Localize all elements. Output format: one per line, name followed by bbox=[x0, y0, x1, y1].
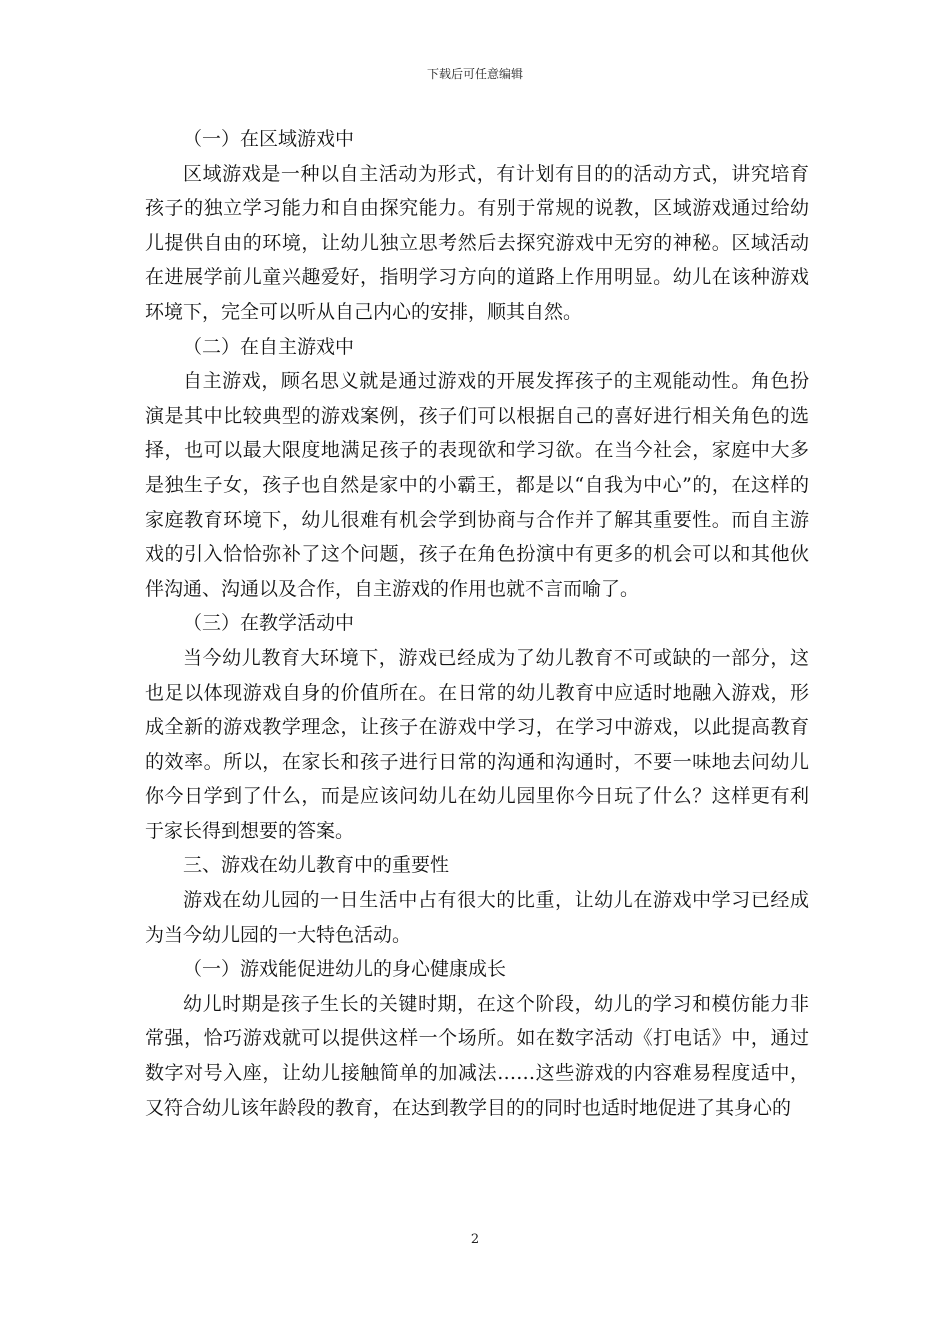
paragraph-teaching-activities: 当今幼儿教育大环境下，游戏已经成为了幼儿教育不可或缺的一部分，这也足以体现游戏自身的价值所在。在日常的幼儿教育中应适时地融入游戏，形成全新的游戏教学理念，让孩子在游戏中学习，在学习中游戏，以此提高教育的效率。所以，在家长和孩子进行日常的沟通和沟通时，不要一味地去问幼儿你今日学到了什么，而是应该问幼儿在幼儿园里你今日玩了什么？这样更有利于家长得到想要的答案。 bbox=[145, 646, 809, 842]
section-heading-importance: 三、游戏在幼儿教育中的重要性 bbox=[183, 854, 450, 877]
paragraph-importance: 游戏在幼儿园的一日生活中占有很大的比重，让幼儿在游戏中学习已经成为当今幼儿园的一大特色活动。 bbox=[145, 889, 809, 946]
section-heading-health-growth: （一）游戏能促进幼儿的身心健康成长 bbox=[183, 958, 507, 981]
document-body bbox=[145, 122, 809, 1125]
page-header: 下载后可任意编辑 bbox=[426, 67, 523, 81]
section-heading-teaching-activities: （三）在教学活动中 bbox=[183, 612, 355, 635]
paragraph-health-growth: 幼儿时期是孩子生长的关键时期，在这个阶段，幼儿的学习和模仿能力非常强，恰巧游戏就可以提供这样一个场所。如在数字活动《打电话》中，通过数字对号入座，让幼儿接触简单的加减法……这些游戏的内容难易程度适中，又符合幼儿该年龄段的教育，在达到教学目的的同时也适时地促进了其身心的 bbox=[145, 992, 809, 1119]
paragraph-independent-games: 自主游戏，顾名思义就是通过游戏的开展发挥孩子的主观能动性。角色扮演是其中比较典型的游戏案例，孩子们可以根据自己的喜好进行相关角色的选择，也可以最大限度地满足孩子的表现欲和学习欲。在当今社会，家庭中大多是独生子女，孩子也自然是家中的小霸王，都是以“自我为中心”的，在这样的家庭教育环境下，幼儿很难有机会学到协商与合作并了解其重要性。而自主游戏的引入恰恰弥补了这个问题，孩子在角色扮演中有更多的机会可以和其他伙伴沟通、沟通以及合作，自主游戏的作用也就不言而喻了。 bbox=[145, 370, 809, 600]
section-heading-independent-games: （二）在自主游戏中 bbox=[183, 335, 355, 358]
paragraph-regional-games: 区域游戏是一种以自主活动为形式，有计划有目的的活动方式，讲究培育孩子的独立学习能力和自由探究能力。有别于常规的说教，区域游戏通过给幼儿提供自由的环境，让幼儿独立思考然后去探究游戏中无穷的神秘。区域活动在进展学前儿童兴趣爱好，指明学习方向的道路上作用明显。幼儿在该种游戏环境下，完全可以听从自己内心的安排，顺其自然。 bbox=[145, 162, 809, 323]
page-number: 2 bbox=[470, 1232, 480, 1247]
section-heading-regional-games: （一）在区域游戏中 bbox=[183, 128, 355, 150]
